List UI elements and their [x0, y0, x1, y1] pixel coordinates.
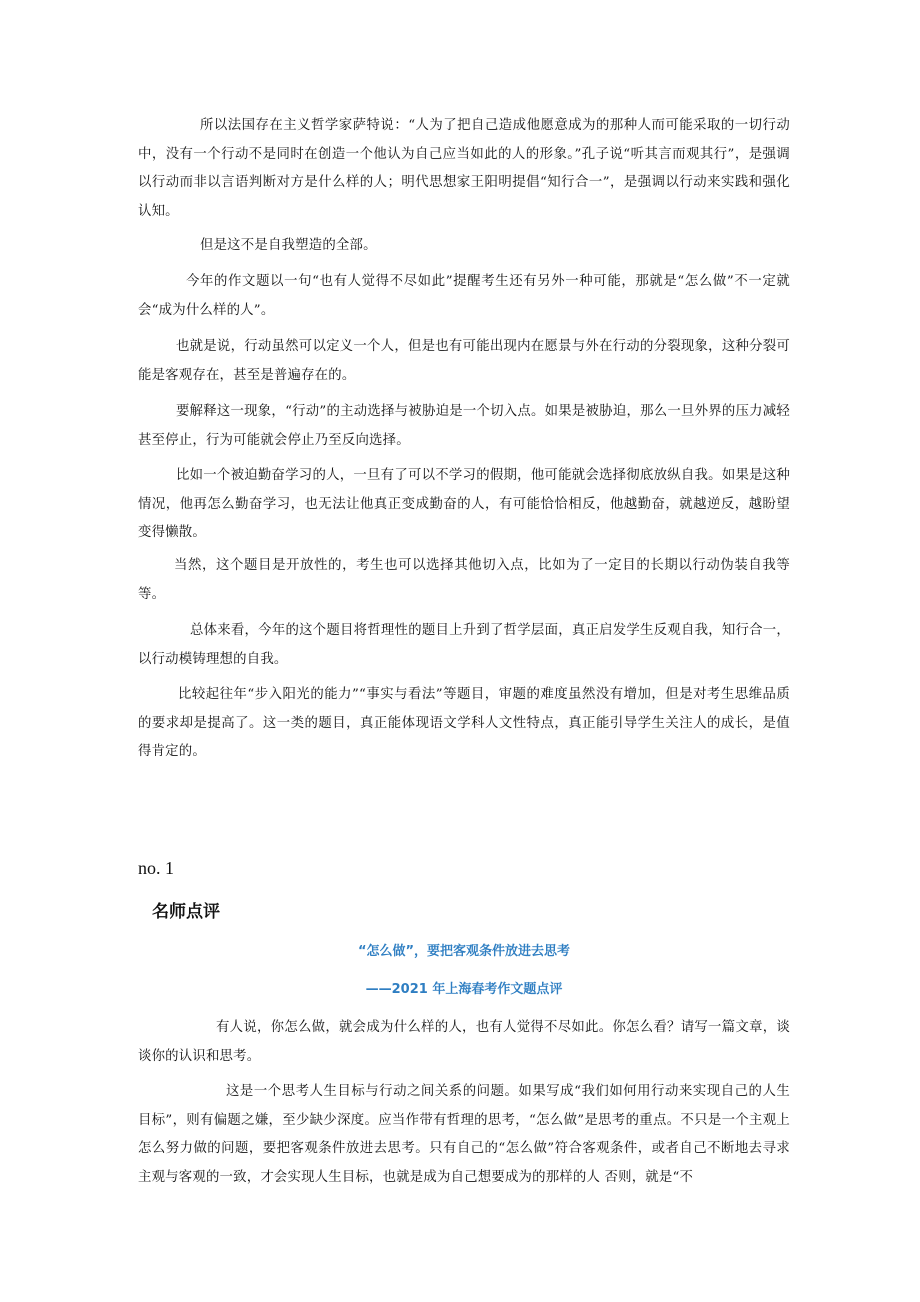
- paragraph-example: 比如一个被迫勤奋学习的人，一旦有了可以不学习的假期，他可能就会选择彻底放纵自我。如果是这种情况，他再怎么勤奋学习，也无法让他真正变成勤奋的人，有可能恰恰相反，他越勤奋，就越逆反，越盼望变得懒散。: [138, 468, 790, 540]
- paragraph-split-phenomenon: 也就是说，行动虽然可以定义一个人，但是也有可能出现内在愿景与外在行动的分裂现象，这种分裂可能是客观存在，甚至是普遍存在的。: [138, 339, 790, 383]
- paragraph-summary: 总体来看，今年的这个题目将哲理性的题目上升到了哲学层面，真正启发学生反观自我，知行合一，以行动模铸理想的自我。: [138, 623, 790, 667]
- comment-subtitle: ——2021 年上海春考作文题点评: [365, 982, 563, 997]
- paragraph-this-year-topic: 今年的作文题以一句“也有人觉得不尽如此”提醒考生还有另外一种可能，那就是“怎么做”不一定就会“成为什么样的人”。: [138, 274, 790, 318]
- section-heading: 名师点评: [152, 902, 220, 922]
- comment-title: “怎么做”，要把客观条件放进去思考: [357, 944, 571, 959]
- paragraph-question: 有人说，你怎么做，就会成为什么样的人，也有人觉得不尽如此。你怎么看？请写一篇文章，谈谈你的认识和思考。: [138, 1020, 790, 1064]
- paragraph-not-all: 但是这不是自我塑造的全部。: [200, 238, 377, 253]
- section-number: no. 1: [138, 858, 174, 878]
- paragraph-comparison: 比较起往年“步入阳光的能力”“事实与看法”等题目，审题的难度虽然没有增加，但是对考生思维品质的要求却是提高了。这一类的题目，真正能体现语文学科人文性特点，真正能引导学生关注人的成长，是值得肯定的。: [138, 687, 790, 759]
- paragraph-open-topic: 当然，这个题目是开放性的，考生也可以选择其他切入点，比如为了一定目的长期以行动伪装自我等等。: [138, 558, 790, 602]
- paragraph-coercion: 要解释这一现象，“行动”的主动选择与被胁迫是一个切入点。如果是被胁迫，那么一旦外界的压力减轻甚至停止，行为可能就会停止乃至反向选择。: [138, 404, 790, 448]
- paragraph-analysis: 这是一个思考人生目标与行动之间关系的问题。如果写成“我们如何用行动来实现自己的人生目标”，则有偏题之嫌，至少缺少深度。应当作带有哲理的思考，“怎么做”是思考的重点。不只是一个主观上怎么努力做的问题，要把客观条件放进去思考。只有自己的“怎么做”符合客观条件，或者自己不断地去寻求主观与客观的一致，才会实现人生目标，也就是成为自己想要成为的那样的人 否则，就是“不: [138, 1084, 790, 1185]
- paragraph-sartre-quote: 所以法国存在主义哲学家萨特说：“人为了把自己造成他愿意成为的那种人而可能采取的一切行动中，没有一个行动不是同时在创造一个他认为自己应当如此的人的形象。”孔子说“听其言而观其行”，是强调以行动而非以言语判断对方是什么样的人；明代思想家王阳明提倡“知行合一”，是强调以行动来实践和强化认知。: [138, 118, 790, 219]
